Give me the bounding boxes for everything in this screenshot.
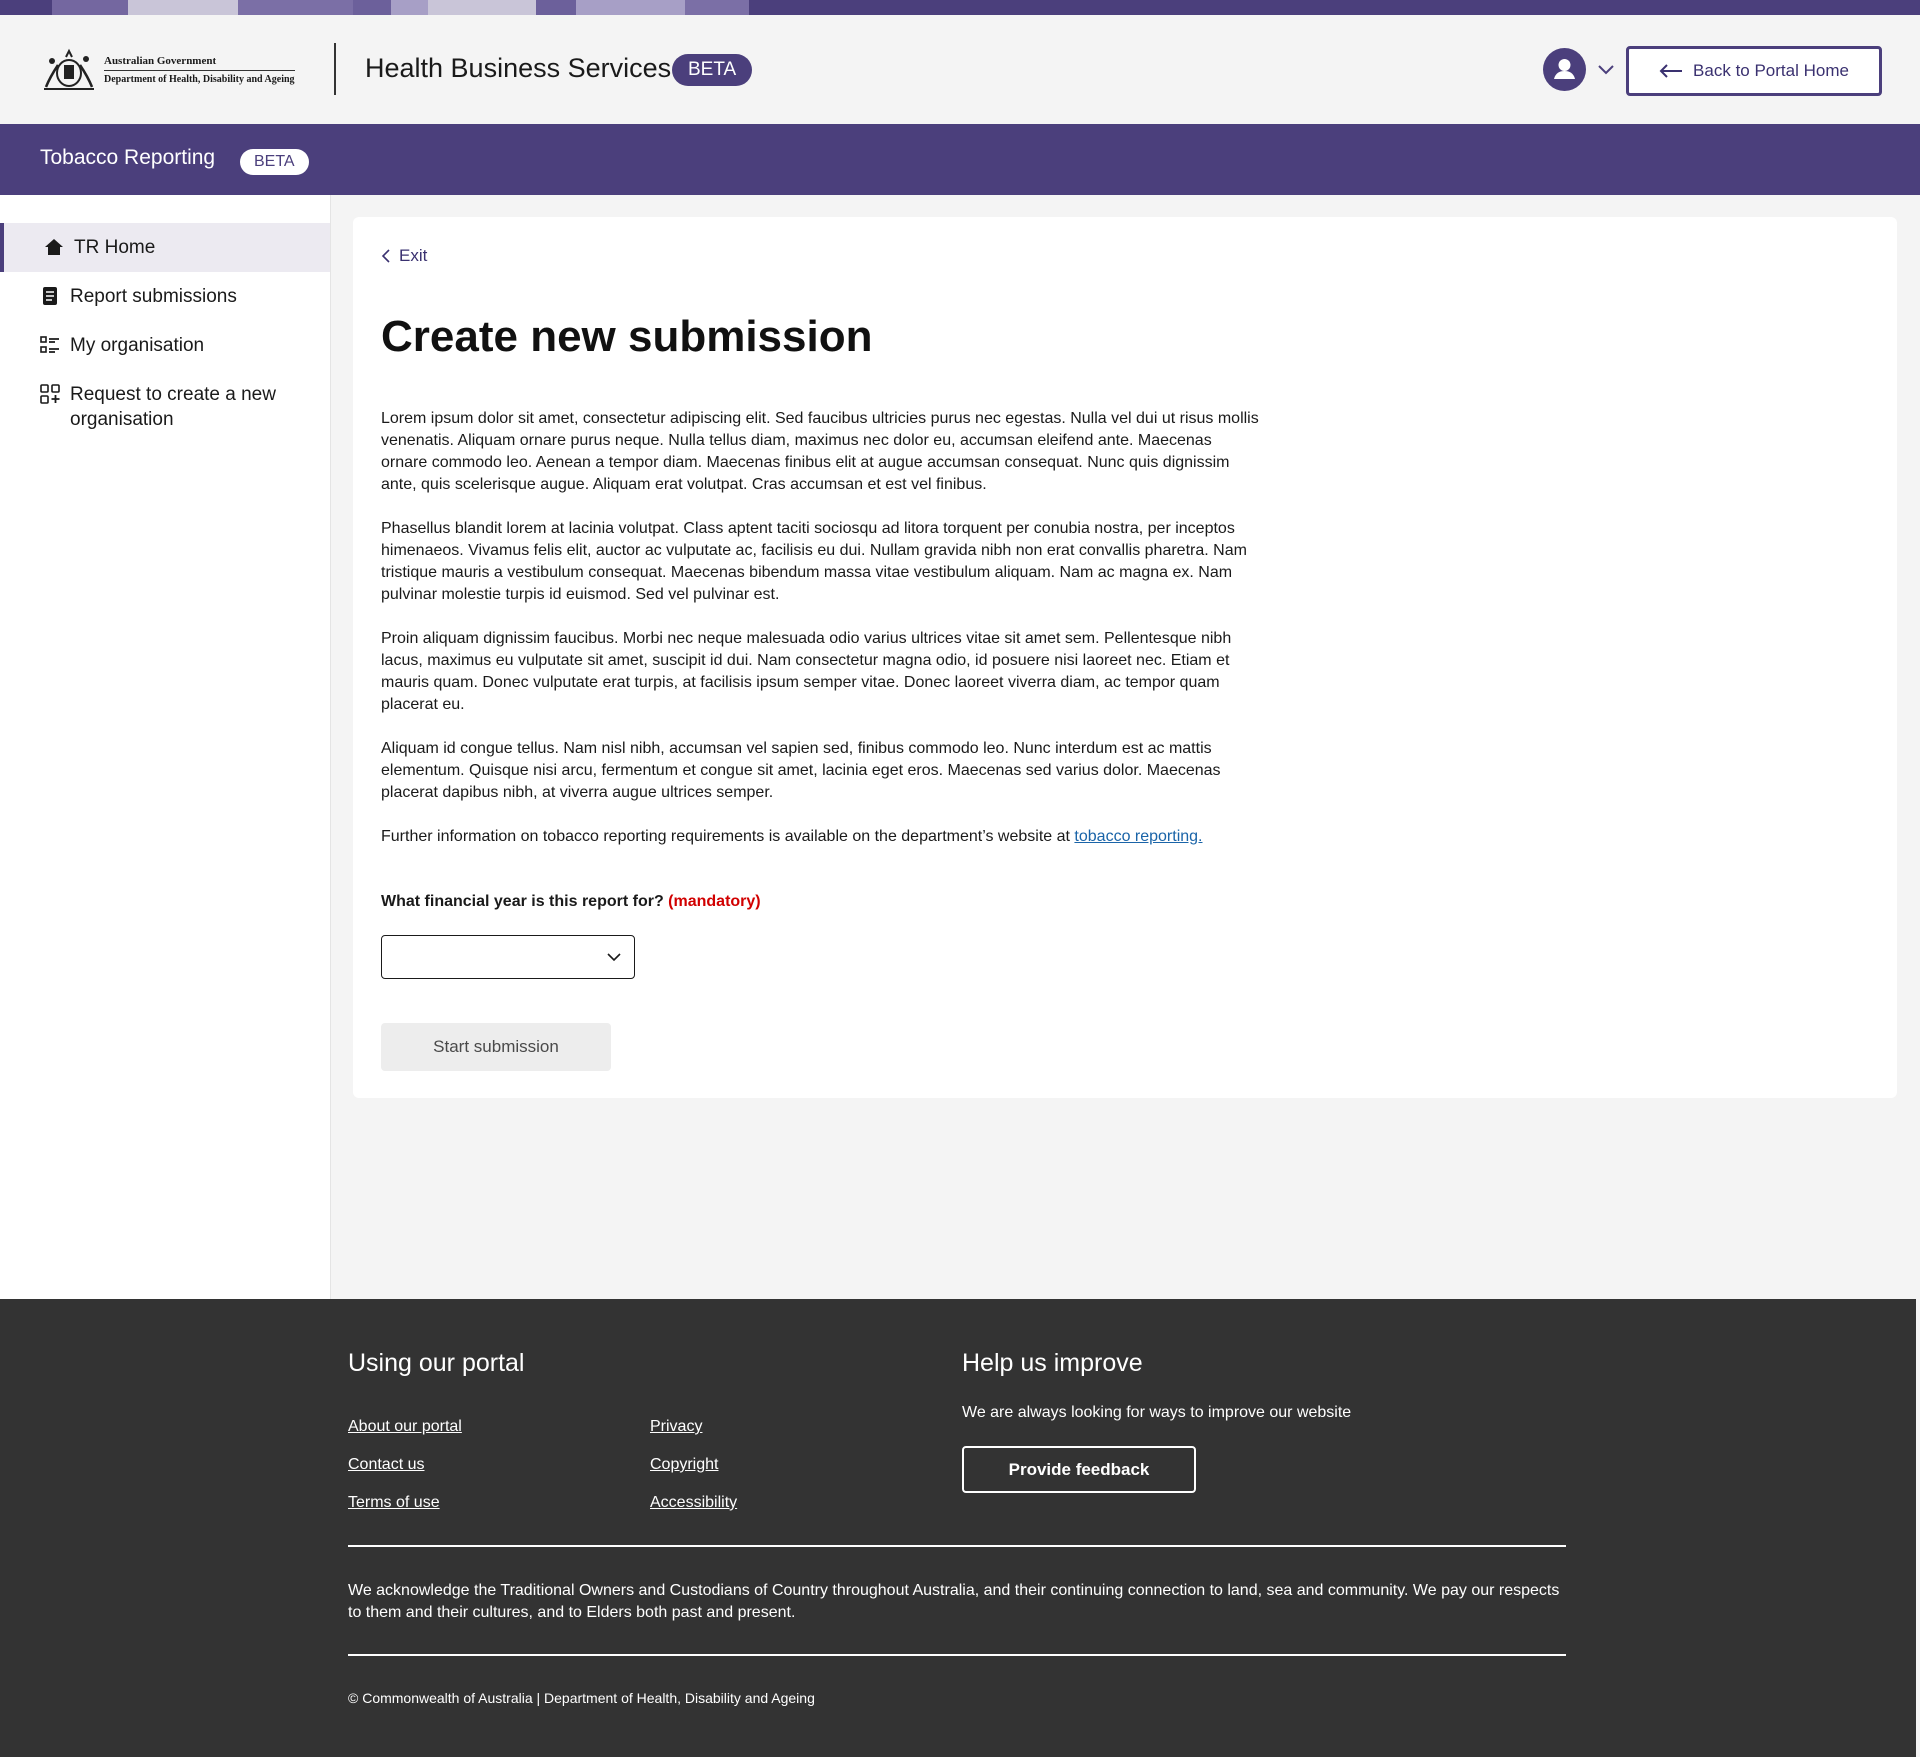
footer-divider <box>348 1545 1566 1547</box>
app-title[interactable]: Tobacco Reporting <box>40 146 216 169</box>
site-footer <box>0 1299 1916 1757</box>
stripe-segment <box>536 0 576 15</box>
start-submission-button[interactable] <box>381 1023 611 1071</box>
government-logo[interactable] <box>40 47 304 93</box>
help-improve-text: We are always looking for ways to improve our website <box>962 1404 1352 1421</box>
footer-divider <box>348 1654 1566 1656</box>
stripe-segment <box>238 0 353 15</box>
chevron-down-icon <box>606 951 622 963</box>
back-to-portal-home-button[interactable] <box>1626 46 1882 96</box>
exit-link[interactable] <box>381 246 427 266</box>
user-silhouette-icon <box>1543 48 1586 91</box>
stripe-segment <box>128 0 238 15</box>
sidebar-item-tr-home[interactable] <box>0 223 330 272</box>
provide-feedback-label: Provide feedback <box>1008 1459 1150 1479</box>
provide-feedback-button[interactable] <box>962 1446 1196 1493</box>
app-bar <box>0 124 1920 195</box>
sidebar-item-label: My organisation <box>70 335 205 356</box>
mandatory-indicator: (mandatory) <box>668 893 761 910</box>
gov-line-2: Department of Health, Disability and Ageing <box>104 74 295 85</box>
further-info-text: Further information on tobacco reporting requirements is available on the department’s website at <box>381 828 1075 845</box>
help-improve-heading: Help us improve <box>962 1349 1143 1377</box>
copyright-notice: © Commonwealth of Australia | Department of Health, Disability and Ageing <box>348 1690 815 1706</box>
stripe-segment <box>685 0 749 15</box>
stripe-segment <box>52 0 128 15</box>
app-beta-badge: BETA <box>240 149 309 175</box>
stripe-segment <box>353 0 391 15</box>
financial-year-label <box>381 893 761 911</box>
using-portal-heading: Using our portal <box>348 1349 525 1377</box>
sidebar-nav <box>0 195 331 1299</box>
site-title[interactable]: Health Business Services <box>365 53 672 83</box>
footer-link-terms[interactable]: Terms of use <box>348 1494 440 1511</box>
sidebar-item-label: Report submissions <box>70 286 237 307</box>
home-icon <box>44 237 64 257</box>
site-header <box>0 15 1920 124</box>
paragraph: Phasellus blandit lorem at lacinia volutpat. Class aptent taciti sociosqu ad litora torquent per conubia nostra, per inceptos himenaeos. Vivamus felis elit, auctor ac vulputate ac, facilisis eu dui. Nullam gravida nibh non erat convallis pharetra. Nam tristique mauris a vestibulum consequat. Maecenas bibendum massa vitae vestibulum aliquam. Nam ac magna ex. Nam pulvinar molestie turpis id euismod. Sed vel pulvinar est. <box>381 520 1247 603</box>
user-avatar-icon[interactable] <box>1543 48 1586 91</box>
sidebar-item-label: TR Home <box>74 237 156 258</box>
document-icon <box>40 286 60 306</box>
footer-link-accessibility[interactable]: Accessibility <box>650 1494 738 1511</box>
sidebar-item-request-new-organisation[interactable] <box>0 370 330 444</box>
tobacco-reporting-link[interactable]: tobacco reporting. <box>1074 828 1203 845</box>
beta-badge: BETA <box>672 54 752 86</box>
arrow-left-icon <box>1659 64 1683 78</box>
back-button-label: Back to Portal Home <box>1693 61 1849 80</box>
gov-line-1: Australian Government <box>104 55 295 71</box>
intro-text <box>381 408 1261 870</box>
coat-of-arms-icon <box>40 47 98 93</box>
footer-link-about[interactable]: About our portal <box>348 1418 462 1435</box>
start-submission-label: Start submission <box>433 1037 559 1056</box>
stripe-segment <box>576 0 685 15</box>
stripe-segment <box>0 0 52 15</box>
footer-link-contact[interactable]: Contact us <box>348 1456 425 1473</box>
add-grid-icon <box>40 384 60 404</box>
paragraph: Aliquam id congue tellus. Nam nisl nibh, accumsan vel sapien sed, finibus commodo leo. Nunc interdum est ac mattis elementum. Quisque nisi arcu, fermentum et congue sit amet, lacinia eget eros. Maecenas sed varius dolor. Maecenas placerat dapibus nibh, at viverra augue ultrices semper. <box>381 740 1221 801</box>
acknowledgement-of-country: We acknowledge the Traditional Owners and Custodians of Country throughout Australia, and their continuing connection to land, sea and community. We pay our respects to them and their cultures, and to Elders both past and present. <box>348 1582 1560 1621</box>
stripe-segment <box>749 0 1920 15</box>
financial-year-select[interactable] <box>381 935 635 979</box>
sidebar-item-label: Request to create a new organisation <box>70 384 276 430</box>
stripe-segment <box>391 0 428 15</box>
sidebar-item-my-organisation[interactable] <box>0 321 330 370</box>
paragraph: Proin aliquam dignissim faucibus. Morbi nec neque malesuada odio varius ultrices vitae sit amet sem. Pellentesque nibh lacus, maximus eu vulputate sit amet, suscipit id dui. Nam consectetur magna odio, id posuere nisi laoreet nec. Etiam et mauris quam. Donec vulputate erat turpis, at facilisis ipsum semper vitae. Donec laoreet viverra diam, ac tempor quam placerat eu. <box>381 630 1232 713</box>
sidebar-item-report-submissions[interactable] <box>0 272 330 321</box>
top-colour-stripe <box>0 0 1920 15</box>
chevron-down-icon[interactable] <box>1597 62 1615 76</box>
header-divider <box>334 43 336 95</box>
paragraph: Lorem ipsum dolor sit amet, consectetur adipiscing elit. Sed faucibus ultricies purus nec egestas. Nulla vel dui ut risus mollis venenatis. Aliquam ornare purus neque. Nulla tellus diam, maximus nec dolor eu, accumsan eleifend ante. Maecenas ornare commodo leo. Aenean a tempor diam. Maecenas finibus elit at augue accumsan consequat. Nunc quis dignissim ante, quis scelerisque augue. Aliquam erat volutpat. Cras accumsan et est vel finibus. <box>381 410 1259 493</box>
chevron-left-icon <box>381 248 391 264</box>
government-text <box>104 55 295 85</box>
footer-link-privacy[interactable]: Privacy <box>650 1418 703 1435</box>
page-title: Create new submission <box>381 312 873 361</box>
checklist-icon <box>40 335 60 355</box>
stripe-segment <box>428 0 536 15</box>
further-info-paragraph <box>381 826 1261 848</box>
exit-label: Exit <box>399 246 428 265</box>
footer-link-copyright[interactable]: Copyright <box>650 1456 719 1473</box>
financial-year-question: What financial year is this report for? <box>381 893 664 910</box>
